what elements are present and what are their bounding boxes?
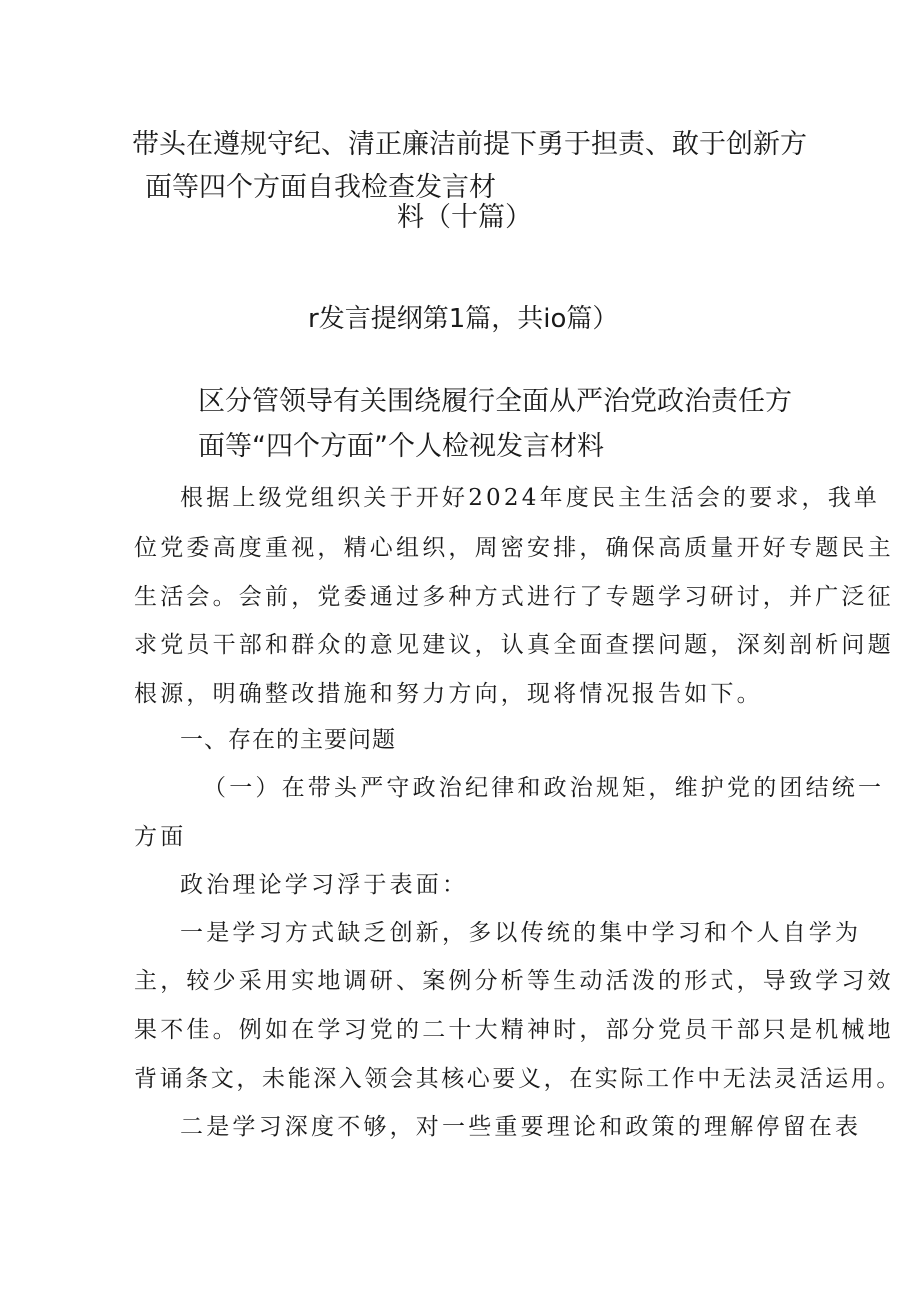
doc-title-line-3: 料（十篇） xyxy=(397,202,532,233)
doc-title-line-2: 面等四个方面自我检查发言材 xyxy=(145,172,496,203)
point-1-line-2: 主，较少采用实地调研、案例分析等生动活泼的形式，导致学习效 xyxy=(134,968,894,994)
intro-line-4: 求党员干部和群众的意见建议，认真全面查摆问题，深刻剖析问题 xyxy=(134,632,894,658)
section-title-line-1: 区分管领导有关围绕履行全面从严治党政治责任方 xyxy=(198,386,792,417)
point-1-line-3: 果不佳。例如在学习党的二十大精神时，部分党员干部只是机械地 xyxy=(134,1017,894,1043)
outline-label: r发言提纲第1篇，共io篇） xyxy=(308,304,619,334)
heading-main-problems: 一、存在的主要问题 xyxy=(180,727,396,753)
topic-label: 政治理论学习浮于表面： xyxy=(180,872,469,898)
intro-line-5: 根源，明确整改措施和努力方向，现将情况报告如下。 xyxy=(134,681,763,707)
intro-line-2: 位党委高度重视，精心组织，周密安排，确保高质量开好专题民主 xyxy=(134,535,894,561)
doc-title-line-1: 带头在遵规守纪、清正廉洁前提下勇于担责、敢于创新方 xyxy=(132,129,807,160)
subheading-line-2: 方面 xyxy=(134,824,187,850)
point-1-line-4: 背诵条文，未能深入领会其核心要义，在实际工作中无法灵活运用。 xyxy=(134,1066,902,1092)
subheading-line-1: （一）在带头严守政治纪律和政治规矩，维护党的团结统一 xyxy=(203,775,885,801)
point-1-line-1: 一是学习方式缺乏创新，多以传统的集中学习和个人自学为 xyxy=(180,920,862,946)
intro-line-1: 根据上级党组织关于开好2024年度民主生活会的要求，我单 xyxy=(180,485,881,511)
point-2-line-1: 二是学习深度不够，对一些重要理论和政策的理解停留在表 xyxy=(180,1114,862,1140)
intro-line-3: 生活会。会前，党委通过多种方式进行了专题学习研讨，并广泛征 xyxy=(134,584,894,610)
section-title-line-2: 面等“四个方面”个人检视发言材料 xyxy=(198,431,604,462)
